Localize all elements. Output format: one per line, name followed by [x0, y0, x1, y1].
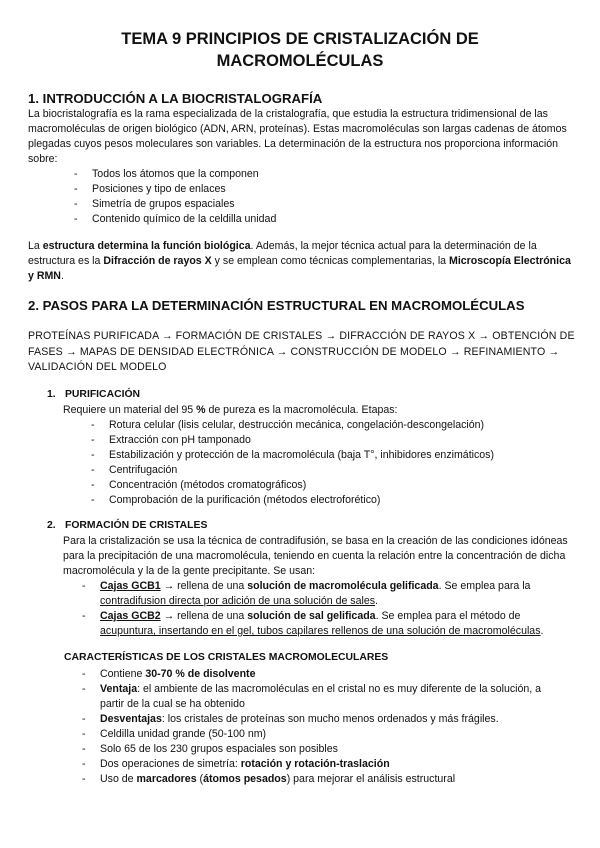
section2-heading: 2. PASOS PARA LA DETERMINACIÓN ESTRUCTURAL EN MACROMOLÉCULAS — [28, 298, 525, 313]
process-flow: PROTEÍNAS PURIFICADA → FORMACIÓN DE CRISTALES → DIFRACCIÓN DE RAYOS X → OBTENCIÓN DE FASES → MAPAS DE DENSIDAD ELECTRÓNICA → CONSTRUCCIÓN DE MODELO → REFINAMIENTO → VALIDACIÓN DEL MODELO — [28, 330, 575, 373]
purificacion-intro: Requiere un material del 95 % de pureza es la macromolécula. Etapas: — [63, 404, 398, 416]
subsection-caracteristicas-title: CARACTERÍSTICAS DE LOS CRISTALES MACROMOLECULARES — [64, 652, 389, 663]
document-title-line1: TEMA 9 PRINCIPIOS DE CRISTALIZACIÓN DE — [121, 30, 479, 48]
document-title-line2: MACROMOLÉCULAS — [216, 52, 384, 70]
subsection-purificacion-title: 1. PURIFICACIÓN — [47, 389, 141, 400]
section1-paragraph2: La estructura determina la función biológica. Además, la mejor técnica actual para la determinación de la estructura es la Difracción de rayos X y se emplean como técnicas complementarias, la Microscopía Electrónica y RMN. — [28, 240, 571, 282]
document-page: TEMA 9 PRINCIPIOS DE CRISTALIZACIÓN DE MACROMOLÉCULAS 1. INTRODUCCIÓN A LA BIOCRISTALOGRAFÍA La biocristalografía es la rama especializada de la cristalografía, que estudia la estructura tridimensional de las macromoléculas de origen biológico (ADN, ARN, proteínas). Estas macromoléculas son largas cadenas de átomos plegadas cuyos pesos moleculares son variables. La determinación de la estructura nos proporciona información sobre: - Todos los átomos que la componen - Posiciones y tipo de enlaces - Simetría de grupos espaciales - Contenido químico de la celdilla unidad La estructura determina la función biológica. Además, la mejor técnica actual para la determinación de la estructura es la Difracción de rayos X y se emplean como técnicas complementarias, la Microscopía Electrónica y RMN. 2. PASOS PARA LA DETERMINACIÓN ESTRUCTURAL EN MACROMOLÉCULAS PROTEÍNAS PURIFICADA → FORMACIÓN DE CRISTALES → DIFRACCIÓN DE RAYOS X → OBTENCIÓN DE FASES → MAPAS DE DENSIDAD ELECTRÓNICA → CONSTRUCCIÓN DE MODELO → REFINAMIENTO → VALIDACIÓN DEL MODELO 1. PURIFICACIÓN Requiere un material del 95 % de pureza es la macromolécula. Etapas: - Rotura celular (lisis celular, destrucción mecánica, congelación-descongelación) - Extracción con pH tamponado - Estabilización y protección de la macromolécula (baja T°, inhibidores enzimáticos) - Centrifugación - Concentración (métodos cromatográficos) - Comprobación de la purificación (métodos electroforético) 2. FORMACIÓN DE CRISTALES Para la cristalización se usa la técnica de contradifusión, se basa en la creación de las condiciones idóneas para la precipitación de una macromolécula, teniendo en cuenta la relación entre la concentración de dicha macromolécula y la de la gente precipitante. Se usan: - Cajas GCB1 → rellena de una solución de macromolécula gelificada. Se emplea para la contradifusion directa por adición de una solución de sales. - Cajas GCB2 → rellena de una solución de sal gelificada. Se emplea para el método de acupuntura, insertando en el gel, tubos capilares rellenos de una solución de macromoléculas. CARACTERÍSTICAS DE LOS CRISTALES MACROMOLECULARES - Contiene 30-70 % de disolvente - Ventaja: el ambiente de las macromoléculas en el cristal no es muy diferente de la solución, a partir de la cual se ha obtenido - Desventajas: los cristales de proteínas son mucho menos ordenados y más frágiles. - Celdilla unidad grande (50-100 nm) - Solo 65 de los 230 grupos espaciales son posibles - Dos operaciones de simetría: rotación y rotación-traslación - Uso de marcadores (átomos pesados) para mejorar el análisis estructural — [0, 0, 600, 848]
section1-heading: 1. INTRODUCCIÓN A LA BIOCRISTALOGRAFÍA — [28, 91, 323, 106]
formacion-intro: Para la cristalización se usa la técnica de contradifusión, se basa en la creación de las condiciones idóneas para la precipitación de una macromolécula, teniendo en cuenta la relación entre la concentración de dicha macromolécula y la de la gente precipitante. Se usan: — [63, 535, 568, 577]
subsection-formacion-title: 2. FORMACIÓN DE CRISTALES — [47, 520, 208, 531]
section1-intro: La biocristalografía es la rama especializada de la cristalografía, que estudia la estructura tridimensional de las macromoléculas de origen biológico (ADN, ARN, proteínas). Estas macromoléculas son largas cadenas de átomos plegadas cuyos pesos moleculares son variables. La determinación de la estructura nos proporciona información sobre: — [28, 108, 567, 165]
